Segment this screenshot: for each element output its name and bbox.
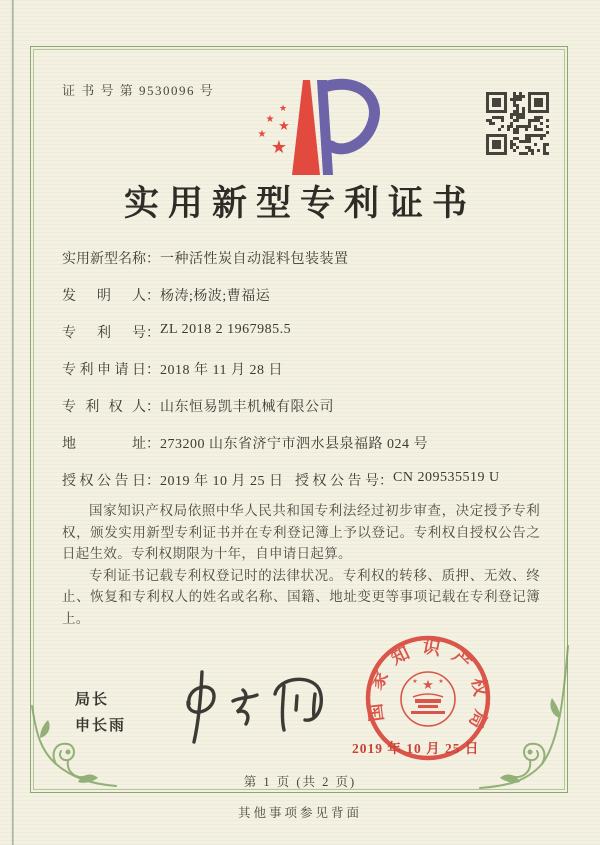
field-colon: ：	[146, 474, 160, 489]
certificate-number: 证 书 号 第 9530096 号	[62, 83, 215, 98]
svg-text:★: ★	[438, 679, 444, 685]
seal-ring-text: 国家知识产权局	[363, 636, 493, 742]
field-row-patent-number	[62, 322, 544, 359]
certificate-title: 实用新型专利证书	[123, 184, 476, 223]
signature-script-icon	[163, 664, 341, 750]
field-row-inventors	[62, 285, 544, 322]
page-indicator: 第 1 页 (共 2 页)	[243, 775, 357, 789]
scan-edge-shadow	[11, 0, 14, 845]
field-colon: ：	[146, 437, 160, 452]
field-label: 专利权人	[62, 400, 146, 415]
field-label: 实用新型名称	[62, 252, 146, 267]
field-colon: ：	[146, 326, 160, 341]
field-label: 地址	[62, 437, 146, 452]
field-label: 发明人	[62, 289, 146, 304]
logo-p-bowl	[328, 84, 374, 149]
statutory-paragraph-1: 国家知识产权局依照中华人民共和国专利法经过初步审查，决定授予专利权，颁发实用新型专利证书并在专利登记簿上予以登记。专利权自授权公告之日起生效。专利权期限为十年，自申请日起算。	[62, 503, 540, 561]
director-name: 申长雨	[75, 718, 127, 734]
field-value: ZL 2018 2 1967985.5	[160, 322, 292, 337]
logo-red-wedge	[292, 80, 320, 175]
seal-date: 2019 年 10 月 25 日	[352, 741, 480, 756]
field-colon: ：	[379, 474, 393, 489]
star-icon: ★	[257, 129, 267, 140]
field-row-utility-model-name	[62, 248, 544, 285]
star-icon: ★	[265, 114, 275, 125]
field-row-patentee	[62, 396, 544, 433]
field-label: 专利号	[62, 326, 146, 341]
field-colon: ：	[146, 363, 160, 378]
field-value: 2018 年 11 月 28 日	[160, 363, 283, 378]
field-label: 授权公告日	[62, 474, 146, 489]
field-value: 杨涛;杨波;曹福运	[160, 289, 271, 304]
field-value: 一种活性炭自动混料包装装置	[160, 252, 349, 267]
field-label: 专利申请日	[62, 363, 146, 378]
field-value: 273200 山东省济宁市泗水县泉福路 024 号	[160, 437, 428, 452]
field-row-filing-date	[62, 359, 544, 396]
star-icon: ★	[278, 118, 290, 133]
grant-number-group	[295, 470, 500, 490]
statutory-paragraph-2: 专利证书记载专利权登记时的法律状况。专利权的转移、质押、无效、终止、恢复和专利权人的姓名或名称、国籍、地址变更等事项记载在专利登记簿上。	[62, 567, 540, 626]
field-row-address	[62, 433, 544, 470]
svg-text:★: ★	[422, 677, 434, 692]
field-value: 2019 年 10 月 25 日	[160, 474, 284, 489]
national-emblem-icon	[401, 672, 455, 726]
field-colon: ：	[146, 252, 160, 267]
certificate-fields	[62, 248, 544, 507]
star-icon: ★	[278, 103, 288, 113]
qr-code-icon	[486, 92, 549, 155]
field-colon: ：	[146, 400, 160, 415]
statutory-text	[62, 500, 540, 629]
field-value: 山东恒易凯丰机械有限公司	[160, 400, 334, 415]
director-title: 局长	[75, 692, 110, 708]
field-value: CN 209535519 U	[393, 470, 500, 485]
star-icon: ★	[270, 137, 288, 157]
field-label: 授权公告号	[295, 474, 379, 489]
svg-text:★: ★	[412, 679, 418, 685]
cnipa-patent-logo-icon	[240, 74, 380, 184]
logo-blue-bar	[317, 80, 333, 175]
field-colon: ：	[146, 289, 160, 304]
back-note: 其他事项参见背面	[237, 806, 362, 820]
